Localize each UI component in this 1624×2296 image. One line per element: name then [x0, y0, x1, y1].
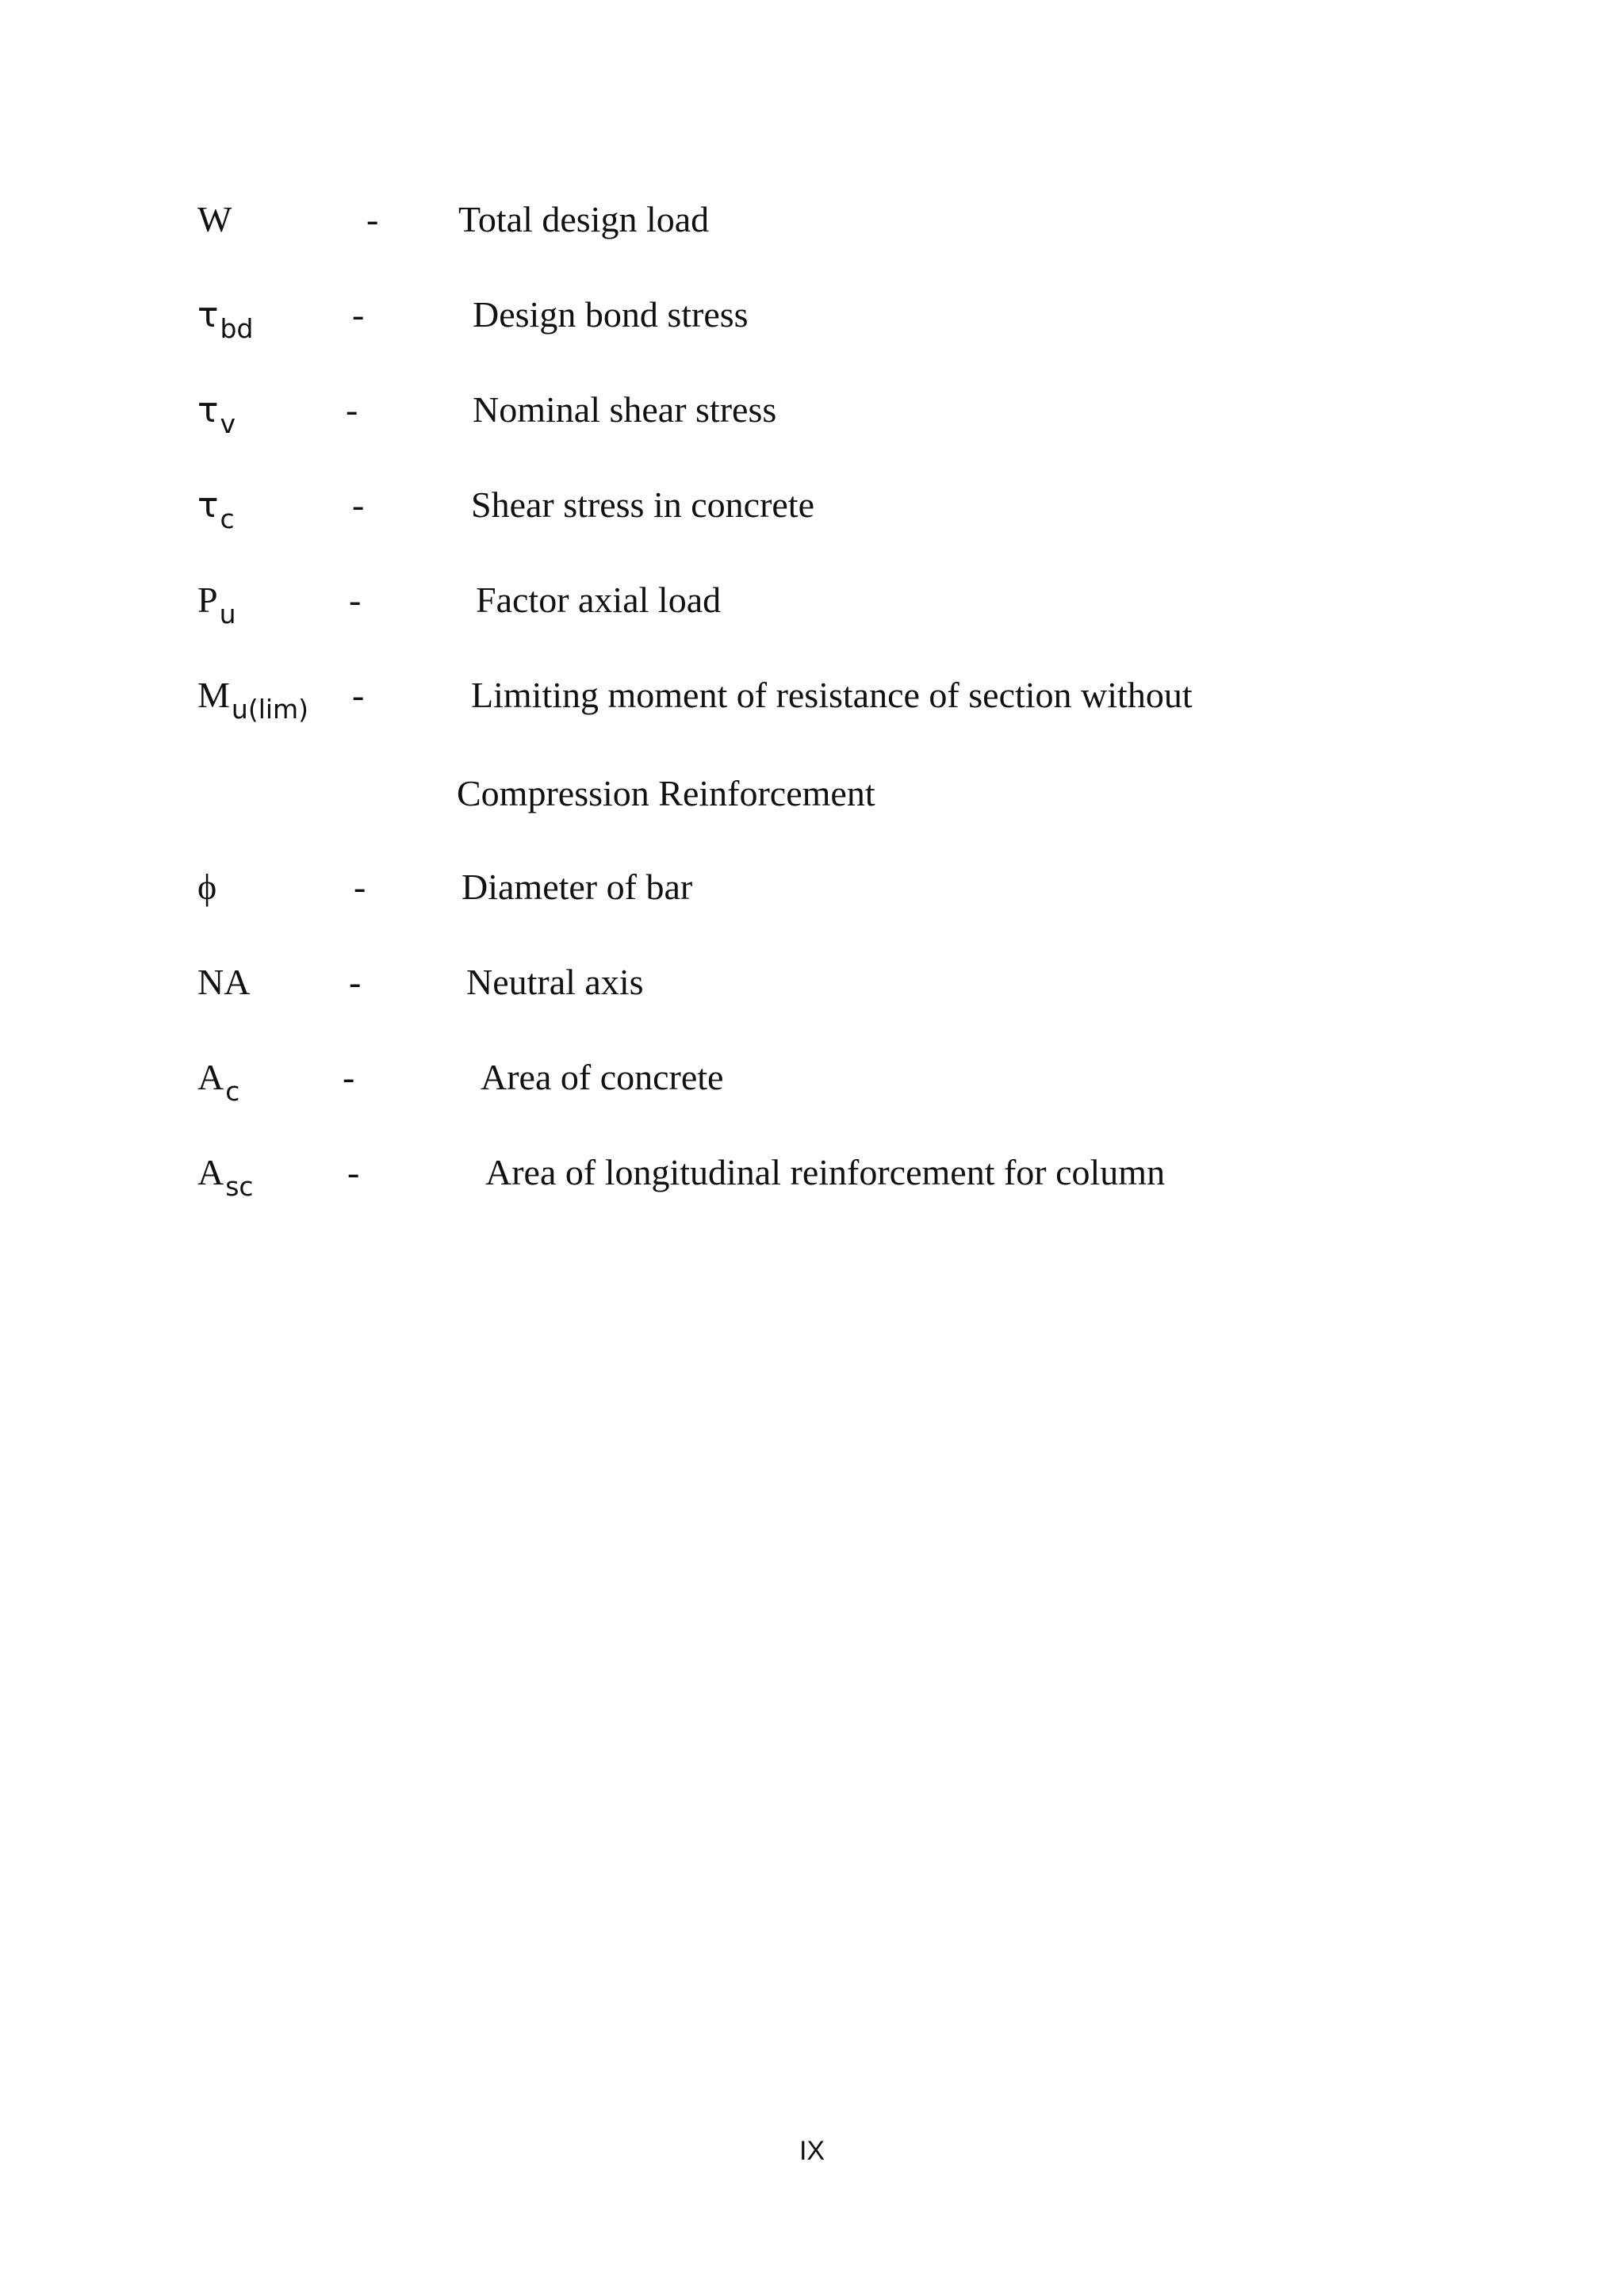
description: Area of longitudinal reinforcement for column	[485, 1152, 1166, 1192]
symbol-base: A	[197, 1057, 224, 1097]
dash: -	[346, 389, 358, 430]
symbol	[197, 964, 250, 1001]
dash: -	[354, 867, 366, 907]
symbol	[197, 1057, 240, 1107]
symbol-subscript: bd	[220, 313, 254, 344]
symbol	[197, 485, 235, 534]
symbol	[197, 580, 236, 629]
dash: -	[352, 675, 365, 715]
dash: -	[347, 1152, 360, 1192]
description: Total design load	[458, 199, 710, 239]
symbol-base: τ	[197, 295, 219, 335]
symbol-base: τ	[197, 485, 219, 526]
description: Nominal shear stress	[473, 389, 777, 430]
dash: -	[349, 580, 362, 620]
dash: -	[352, 294, 365, 335]
symbol	[197, 390, 236, 439]
page-number: IX	[799, 2136, 825, 2166]
description: Factor axial load	[476, 580, 722, 620]
symbol-base: NA	[197, 962, 251, 1002]
description: Limiting moment of resistance of section without	[471, 675, 1193, 715]
description: Diameter of bar	[462, 867, 693, 907]
description: Shear stress in concrete	[471, 484, 815, 525]
symbol-base: ϕ	[197, 867, 217, 907]
dash: -	[343, 1057, 355, 1097]
symbol-subscript: u	[219, 599, 236, 629]
dash: -	[366, 199, 379, 239]
symbol-subscript: c	[225, 1076, 240, 1107]
symbol-base: τ	[197, 390, 219, 430]
symbol-subscript: sc	[225, 1171, 254, 1202]
symbol	[197, 1152, 254, 1202]
symbol	[197, 295, 254, 344]
symbol-base: A	[197, 1152, 224, 1192]
description: Neutral axis	[466, 962, 644, 1002]
symbol-subscript: c	[220, 503, 235, 534]
description-continuation: Compression Reinforcement	[457, 773, 875, 813]
symbol-base: W	[197, 199, 232, 239]
symbol	[197, 201, 232, 238]
symbol-subscript: u(lim)	[231, 694, 309, 725]
dash: -	[352, 484, 365, 525]
description: Area of concrete	[481, 1057, 724, 1097]
symbol-base: M	[197, 675, 230, 715]
symbol	[197, 675, 309, 725]
symbol-base: P	[197, 580, 218, 620]
description: Design bond stress	[473, 294, 749, 335]
symbol	[197, 869, 216, 905]
symbol-subscript: v	[220, 408, 236, 439]
dash: -	[349, 962, 362, 1002]
